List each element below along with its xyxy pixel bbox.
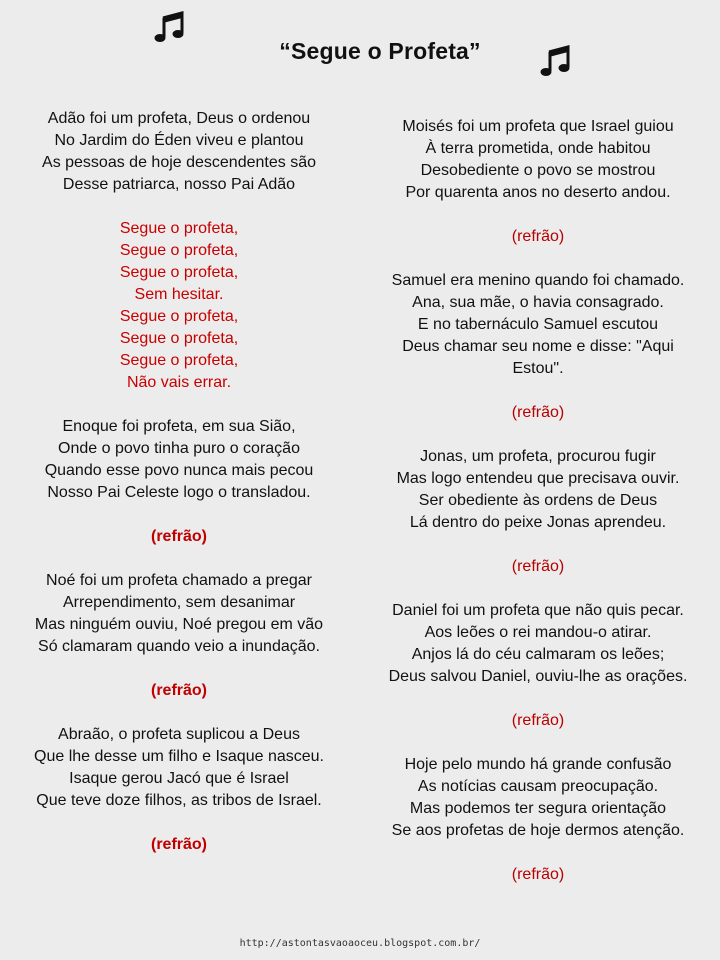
refrain-marker: (refrão) [511,866,565,883]
page-title: “Segue o Profeta” [279,38,481,64]
lyric-line: E no tabernáculo Samuel escutou [417,316,659,333]
stanza-noe [0,570,358,658]
chorus-line: Segue o profeta, [119,330,239,347]
chorus-line: Segue o profeta, [119,242,239,259]
lyric-line: Desse patriarca, nosso Pai Adão [62,176,296,193]
lyric-line: Daniel foi um profeta que não quis pecar. [392,602,684,619]
chorus-line: Não vais errar. [126,374,232,391]
stanza-adao [0,108,358,196]
lyric-line: Abraão, o profeta suplicou a Deus [58,726,300,743]
left-column [0,108,358,878]
stanza-jonas [352,446,720,534]
lyric-line: Nosso Pai Celeste logo o transladou. [47,484,311,501]
stanza-abraao [0,724,358,812]
lyric-line: Ser obediente às ordens de Deus [418,492,658,509]
lyric-line: Mas logo entendeu que precisava ouvir. [396,470,680,487]
lyric-line: Mas podemos ter segura orientação [409,800,667,817]
chorus-line: Segue o profeta, [119,308,239,325]
stanza-enoque [0,416,358,504]
lyric-line: Hoje pelo mundo há grande confusão [404,756,672,773]
lyric-line: Deus salvou Daniel, ouviu-lhe as orações. [388,668,688,685]
footer-url: http://astontasvaoaoceu.blogspot.com.br/ [239,938,481,949]
lyric-line: Jonas, um profeta, procurou fugir [420,448,656,465]
lyric-line: Por quarenta anos no deserto andou. [405,184,671,201]
lyric-line: Desobediente o povo se mostrou [420,162,656,179]
lyric-line: Isaque gerou Jacó que é Israel [69,770,289,787]
stanza-moises [352,116,720,204]
refrain-marker: (refrão) [511,712,565,729]
lyric-line: Mas ninguém ouviu, Noé pregou em vão [34,616,324,633]
lyric-line: Noé foi um profeta chamado a pregar [46,572,312,589]
chorus-line: Sem hesitar. [134,286,224,303]
lyric-line: Só clamaram quando veio a inundação. [38,638,320,655]
stanza-hoje [352,754,720,842]
lyric-line: Quando esse povo nunca mais pecou [44,462,314,479]
refrain-marker: (refrão) [511,558,565,575]
lyric-line: No Jardim do Éden viveu e plantou [54,132,304,149]
lyric-line: Aos leões o rei mandou-o atirar. [424,624,652,641]
lyric-line: Estou". [512,360,564,377]
lyric-line: Que teve doze filhos, as tribos de Israel. [36,792,322,809]
lyric-line: Que lhe desse um filho e Isaque nasceu. [34,748,324,765]
stanza-daniel [352,600,720,688]
right-column [352,116,720,908]
lyric-line: Se aos profetas de hoje dermos atenção. [391,822,685,839]
lyric-line: Anjos lá do céu calmaram os leões; [411,646,665,663]
lyric-line: As pessoas de hoje descendentes são [42,154,316,171]
chorus-line: Segue o profeta, [119,220,239,237]
lyric-line: Moisés foi um profeta que Israel guiou [402,118,674,135]
lyric-line: Arrependimento, sem desanimar [62,594,296,611]
lyric-line: Adão foi um profeta, Deus o ordenou [47,110,311,127]
lyric-line: Samuel era menino quando foi chamado. [391,272,685,289]
lyric-line: À terra prometida, onde habitou [425,140,651,157]
lyric-line: Onde o povo tinha puro o coração [58,440,300,457]
refrain-marker: (refrão) [150,836,207,853]
refrain-marker: (refrão) [150,528,207,545]
lyric-line: Enoque foi profeta, em sua Sião, [62,418,296,435]
lyric-line: Deus chamar seu nome e disse: "Aqui [402,338,674,355]
chorus-line: Segue o profeta, [119,352,239,369]
refrain-marker: (refrão) [150,682,207,699]
lyric-line: As notícias causam preocupação. [417,778,659,795]
lyric-line: Lá dentro do peixe Jonas aprendeu. [409,514,667,531]
stanza-samuel [352,270,720,380]
chorus-line: Segue o profeta, [119,264,239,281]
chorus [0,218,358,394]
refrain-marker: (refrão) [511,404,565,421]
refrain-marker: (refrão) [511,228,565,245]
lyric-line: Ana, sua mãe, o havia consagrado. [412,294,664,311]
